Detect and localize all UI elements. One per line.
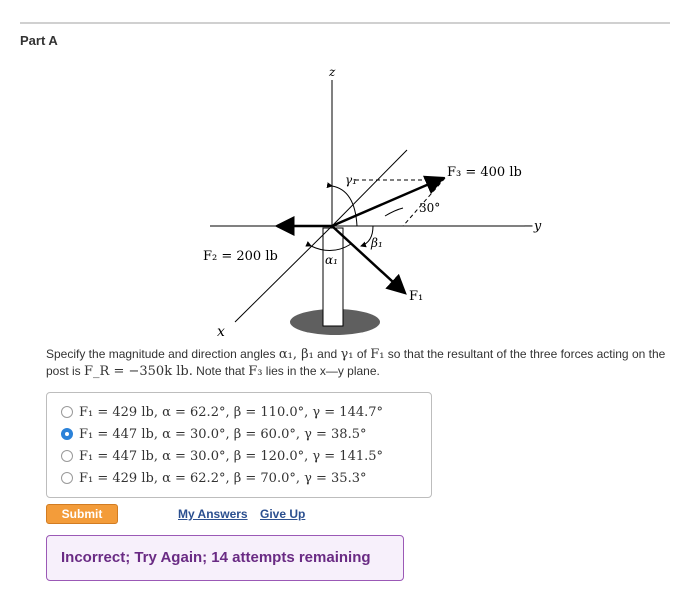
question-text-c: lies in the x—y plane. [265, 364, 380, 378]
question-f3: F₃ [248, 364, 263, 379]
my-answers-link[interactable]: My Answers [178, 507, 248, 521]
angle-30-label: 30° [419, 201, 441, 215]
question-of: of [356, 347, 367, 361]
gamma1-label: γ₁ [345, 173, 357, 187]
xy-projection-line [332, 150, 407, 226]
question-and: and [317, 347, 338, 361]
answer-options [46, 392, 432, 498]
z-axis-label: z [329, 65, 336, 79]
question-f1: F₁ [370, 347, 385, 362]
submit-button[interactable]: Submit [46, 504, 118, 524]
x-axis [235, 226, 332, 322]
answer-option[interactable] [61, 467, 417, 489]
f1-label: F₁ [409, 289, 424, 304]
answer-option-label: F₁ = 429 lb, α = 62.2°, β = 70.0°, γ = 35.3° [79, 470, 367, 486]
beta1-label: β₁ [371, 236, 383, 250]
radio-button[interactable] [61, 406, 73, 418]
question-text-a: Specify the magnitude and direction angles [46, 347, 276, 361]
answer-option-label: F₁ = 447 lb, α = 30.0°, β = 120.0°, γ = 141.5° [79, 448, 384, 464]
f3-label: F₃ = 400 lb [447, 165, 522, 180]
feedback-message: Incorrect; Try Again; 14 attempts remaining [46, 535, 404, 581]
top-divider [20, 22, 670, 24]
give-up-link[interactable]: Give Up [260, 507, 306, 521]
question-angles: α₁, β₁ [278, 347, 314, 362]
question-text-b: so that the resultant of the three forces acting on the post is [46, 347, 666, 378]
alpha1-label: α₁ [325, 253, 338, 267]
y-axis-label: −y [523, 219, 542, 234]
question-gamma: γ₁ [340, 347, 354, 362]
x-axis-label: x [217, 324, 225, 340]
question-text [46, 346, 666, 380]
radio-button[interactable] [61, 472, 73, 484]
answer-option[interactable] [61, 445, 417, 467]
question-fr: F_R = −350k lb. [84, 364, 193, 379]
force-diagram [195, 60, 555, 340]
angle-30-arc [385, 208, 403, 216]
radio-button[interactable] [61, 450, 73, 462]
answer-option-label: F₁ = 447 lb, α = 30.0°, β = 60.0°, γ = 38.5° [79, 426, 367, 442]
post [323, 228, 343, 326]
answer-option[interactable] [61, 423, 417, 445]
question-note: Note that [196, 364, 245, 378]
answer-option[interactable] [61, 401, 417, 423]
part-title: Part A [20, 33, 58, 48]
answer-option-label: F₁ = 429 lb, α = 62.2°, β = 110.0°, γ = 144.7° [79, 404, 384, 420]
f2-label: F₂ = 200 lb [203, 249, 278, 264]
radio-button-selected[interactable] [61, 428, 73, 440]
